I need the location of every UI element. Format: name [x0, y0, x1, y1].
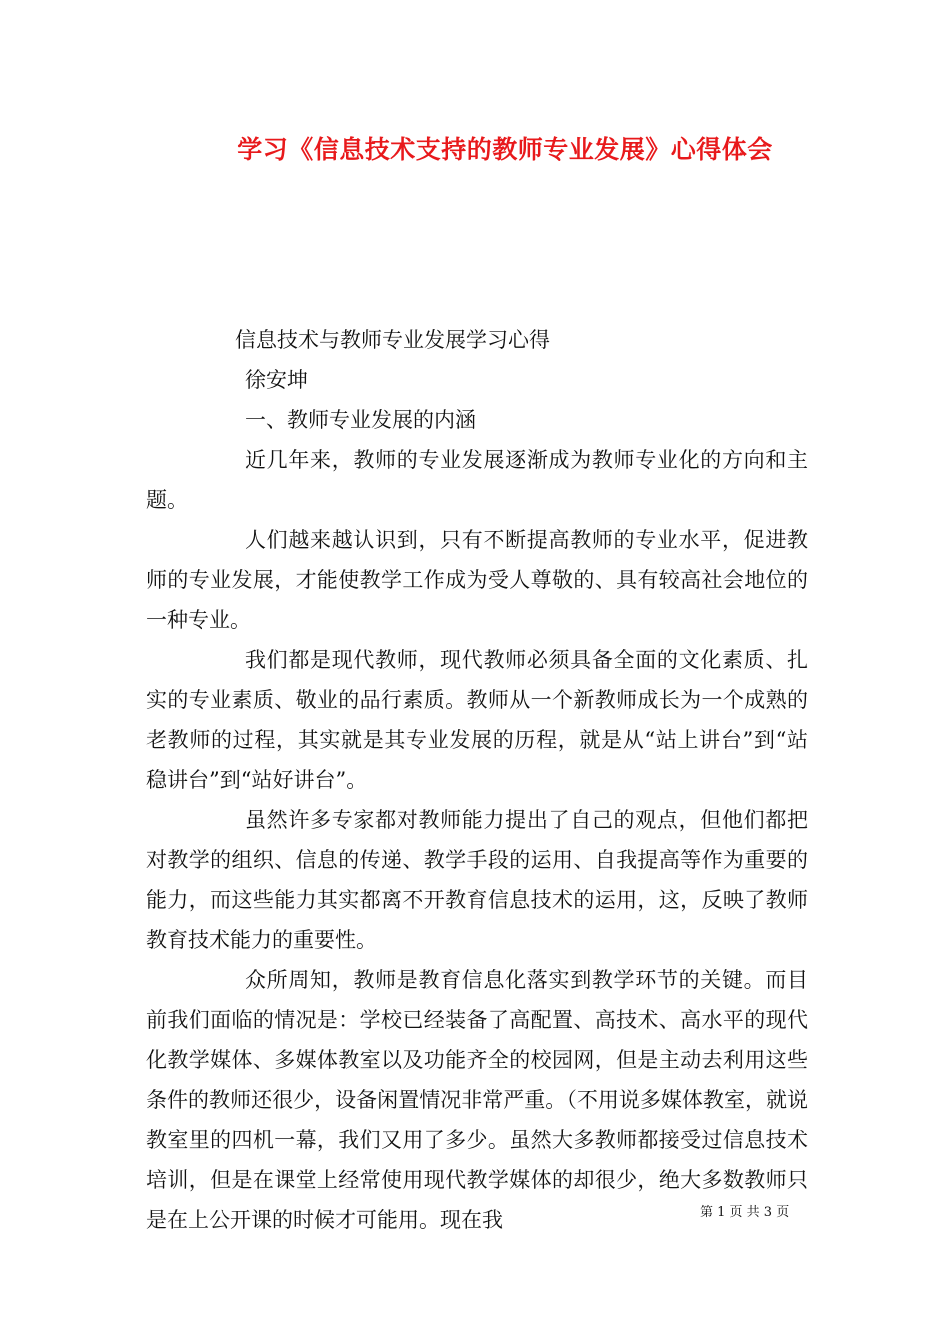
paragraph: 虽然许多专家都对教师能力提出了自己的观点，但他们都把对教学的组织、信息的传递、教学手段的运用、自我提高等作为重要的能力，而这些能力其实都离不开教育信息技术的运用，这，反映了教师教育技术能力的重要性。: [146, 808, 808, 952]
page-number: 第 1 页 共 3 页: [700, 1205, 790, 1220]
paragraph: 近几年来，教师的专业发展逐渐成为教师专业化的方向和主题。: [146, 448, 808, 512]
document-body: [146, 320, 808, 1240]
author-name: 徐安坤: [245, 368, 308, 392]
paragraph: 众所周知，教师是教育信息化落实到教学环节的关键。而目前我们面临的情况是：学校已经装备了高配置、高技术、高水平的现代化教学媒体、多媒体教室以及功能齐全的校园网，但是主动去利用这些条件的教师还很少，设备闲置情况非常严重。（不用说多媒体教室，就说教室里的四机一幕，我们又用了多少。虽然大多教师都接受过信息技术培训，但是在课堂上经常使用现代教学媒体的却很少，绝大多数教师只是在上公开课的时候才可能用。现在我: [146, 968, 808, 1232]
document-subtitle: 信息技术与教师专业发展学习心得: [235, 328, 550, 352]
paragraph: 我们都是现代教师，现代教师必须具备全面的文化素质、扎实的专业素质、敬业的品行素质。教师从一个新教师成长为一个成熟的老教师的过程，其实就是其专业发展的历程，就是从“站上讲台”到“站稳讲台”到“站好讲台”。: [146, 648, 808, 792]
paragraph: 人们越来越认识到，只有不断提高教师的专业水平，促进教师的专业发展，才能使教学工作成为受人尊敬的、具有较高社会地位的一种专业。: [146, 528, 808, 632]
document-title: 学习《信息技术支持的教师专业发展》心得体会: [237, 135, 773, 164]
section-heading: 一、教师专业发展的内涵: [245, 408, 476, 432]
